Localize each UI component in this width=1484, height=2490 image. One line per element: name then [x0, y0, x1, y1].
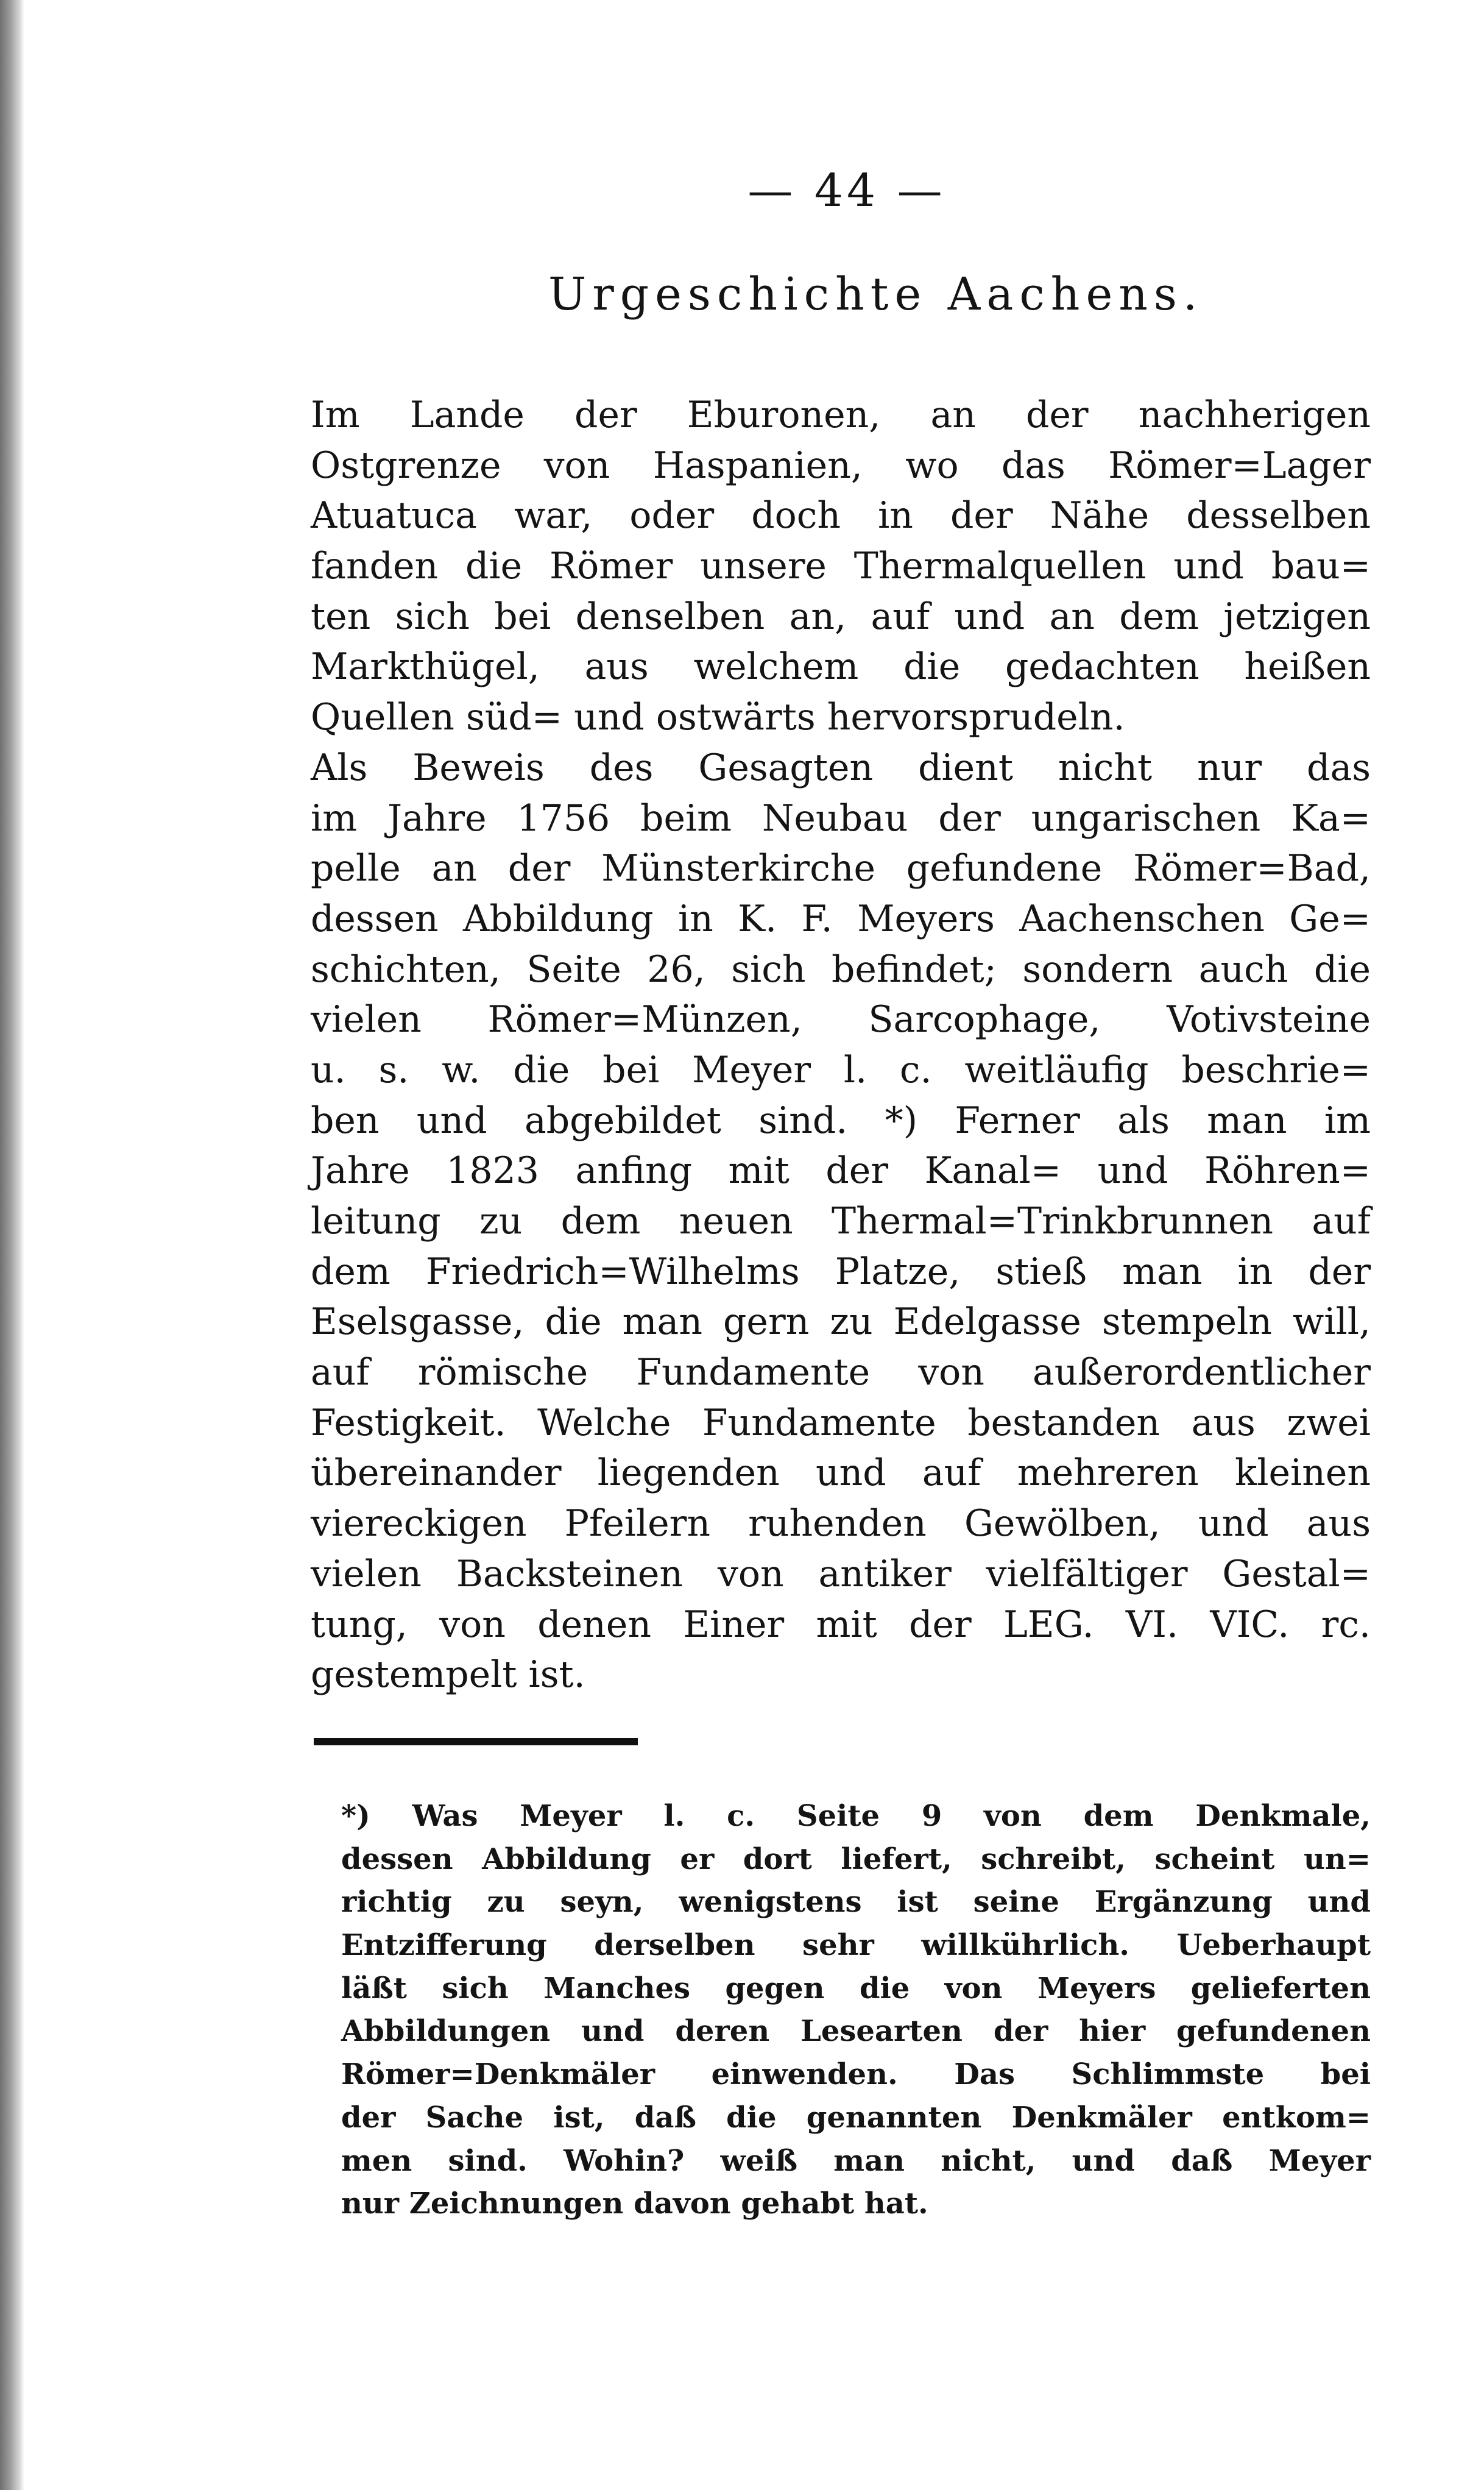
- footnote-line: men sind. Wohin? weiß man nicht, und daß Meyer: [341, 2143, 1371, 2178]
- footnote-line: nur Zeichnungen davon gehabt hat.: [341, 2187, 928, 2221]
- text-line: Quellen süd= und ostwärts hervorsprudeln.: [311, 696, 1125, 739]
- footnote-line: Entzifferung derselben sehr willkührlich. Ueberhaupt: [341, 1928, 1371, 1963]
- footnote-line: läßt sich Manches gegen die von Meyers gelieferten: [341, 1971, 1371, 2006]
- text-line: u. s. w. die bei Meyer l. c. weitläufig beschrie=: [311, 1048, 1371, 1091]
- text-line: schichten, Seite 26, sich befindet; sondern auch die: [311, 948, 1371, 991]
- text-line: Jahre 1823 anfing mit der Kanal= und Röhren=: [311, 1149, 1371, 1193]
- text-line: Eselsgasse, die man gern zu Edelgasse stempeln will,: [311, 1300, 1371, 1344]
- text-line: tung, von denen Einer mit der LEG. VI. VIC. rc.: [311, 1603, 1371, 1646]
- footnote-line: Römer=Denkmäler einwenden. Das Schlimmste bei: [341, 2057, 1371, 2092]
- text-line: pelle an der Münsterkirche gefundene Römer=Bad,: [311, 847, 1371, 890]
- text-line: Im Lande der Eburonen, an der nachherigen: [311, 394, 1371, 436]
- text-line: fanden die Römer unsere Thermalquellen und bau=: [311, 545, 1371, 588]
- text-line: Festigkeit. Welche Fundamente bestanden aus zwei: [311, 1401, 1371, 1444]
- footnote-line: Abbildungen und deren Lesearten der hier gefundenen: [341, 2014, 1371, 2049]
- text-line: übereinander liegenden und auf mehreren kleinen: [311, 1452, 1371, 1495]
- text-line: vielen Backsteinen von antiker vielfältiger Gestal=: [311, 1552, 1371, 1595]
- body-text: [311, 390, 1371, 1700]
- footnote-line: richtig zu seyn, wenigstens ist seine Ergänzung und: [341, 1885, 1371, 1920]
- text-line: Markthügel, aus welchem die gedachten heißen: [311, 645, 1371, 689]
- text-line: im Jahre 1756 beim Neubau der ungarischen Ka=: [311, 796, 1371, 840]
- text-line: Atuatuca war, oder doch in der Nähe desselben: [311, 494, 1371, 537]
- book-binding-edge: [0, 0, 24, 2490]
- footnote-separator-rule: [314, 1738, 638, 1745]
- text-line: dessen Abbildung in K. F. Meyers Aachenschen Ge=: [311, 897, 1371, 940]
- text-line: leitung zu dem neuen Thermal=Trinkbrunnen auf: [311, 1200, 1371, 1243]
- footnote-line: *) Was Meyer l. c. Seite 9 von dem Denkmale,: [341, 1799, 1371, 1833]
- text-line: viereckigen Pfeilern ruhenden Gewölben, und aus: [311, 1502, 1371, 1545]
- footnote-line: der Sache ist, daß die genannten Denkmäler entkom=: [341, 2100, 1371, 2135]
- text-line: ten sich bei denselben an, auf und an dem jetzigen: [311, 595, 1371, 638]
- text-line: Ostgrenze von Haspanien, wo das Römer=Lager: [311, 444, 1371, 487]
- text-line: dem Friedrich=Wilhelms Platze, stieß man in der: [311, 1250, 1371, 1293]
- footnote: [341, 1795, 1371, 2226]
- chapter-title: Urgeschichte Aachens.: [548, 268, 1204, 321]
- footnote-line: dessen Abbildung er dort liefert, schreibt, scheint un=: [341, 1842, 1371, 1876]
- text-line: vielen Römer=Münzen, Sarcophage, Votivsteine: [311, 998, 1371, 1041]
- text-line: ben und abgebildet sind. *) Ferner als man im: [311, 1099, 1371, 1142]
- text-line: Als Beweis des Gesagten dient nicht nur das: [311, 746, 1371, 789]
- text-line: auf römische Fundamente von außerordentlicher: [311, 1351, 1371, 1394]
- page-number: — 44 —: [747, 165, 946, 217]
- text-line: gestempelt ist.: [311, 1653, 585, 1697]
